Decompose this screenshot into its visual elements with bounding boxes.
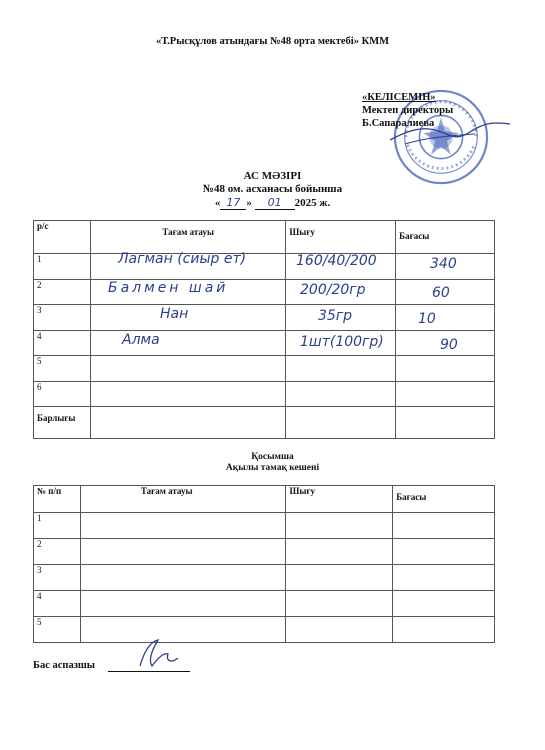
dish-yield: 160/40/200 (296, 253, 377, 269)
date-year: 2025 ж. (294, 197, 331, 209)
dish-name: Нан (160, 306, 189, 322)
menu-table (33, 220, 495, 439)
column-header: Тағам атауы (80, 486, 286, 513)
column-header: Бағасы (393, 486, 495, 513)
table-row: 6 (34, 381, 495, 407)
dish-price: 340 (430, 256, 457, 272)
table-row: 3 (34, 565, 495, 591)
table-row: 1 (34, 254, 495, 280)
dish-price: 60 (432, 285, 450, 301)
table-row: 4 (34, 330, 495, 356)
table-header-row (34, 486, 495, 513)
table-row: 2 (34, 279, 495, 305)
date-day: 17 (220, 196, 246, 210)
dish-price: 90 (440, 337, 458, 353)
date-month: 01 (255, 196, 295, 210)
table-row: 3 (34, 305, 495, 331)
approval-position: Мектеп директоры (362, 105, 454, 116)
dish-name: Балмен шай (108, 280, 229, 296)
column-header: Тағам атауы (90, 221, 285, 254)
table-total-row: Барлығы (34, 407, 495, 439)
menu-title-block (0, 170, 545, 210)
chef-signature-icon (130, 632, 190, 672)
approval-director-name: Б.Сапаралиева (362, 118, 435, 129)
extra-table (33, 485, 495, 643)
column-header: Шығу (286, 221, 396, 254)
dish-yield: 35гр (318, 308, 353, 324)
table-row: 1 (34, 513, 495, 539)
table-row: 2 (34, 539, 495, 565)
dish-name: Алма (122, 332, 160, 348)
menu-date: « 17 » 01 2025 ж. (214, 196, 331, 209)
column-header: р/с (34, 221, 91, 254)
menu-subtitle: №48 ом. асханасы бойынша (202, 183, 343, 195)
column-header: Бағасы (396, 221, 495, 254)
dish-price: 10 (418, 311, 436, 327)
approval-label: «КЕЛІСЕМІН» (362, 92, 436, 103)
dish-yield: 200/20гр (300, 282, 366, 298)
extra-title-block (0, 452, 545, 474)
table-row: 5 (34, 617, 495, 643)
table-header-row (34, 221, 495, 254)
table-row: 4 (34, 591, 495, 617)
chef-label: Бас аспазшы (33, 660, 95, 671)
table-row: 5 (34, 356, 495, 382)
extra-subtitle: Ақылы тамақ кешені (225, 463, 320, 473)
extra-title: Қосымша (251, 452, 294, 462)
school-name: «Т.Рысқұлов атындағы №48 орта мектебі» КММ (155, 36, 390, 47)
dish-name: Лагман (сиыр ет) (118, 251, 247, 267)
column-header: № п/п (34, 486, 81, 513)
column-header: Шығу (286, 486, 393, 513)
director-signature-icon (385, 112, 515, 152)
menu-title: АС МӘЗІРІ (243, 170, 302, 182)
dish-yield: 1шт(100гр) (300, 334, 384, 350)
